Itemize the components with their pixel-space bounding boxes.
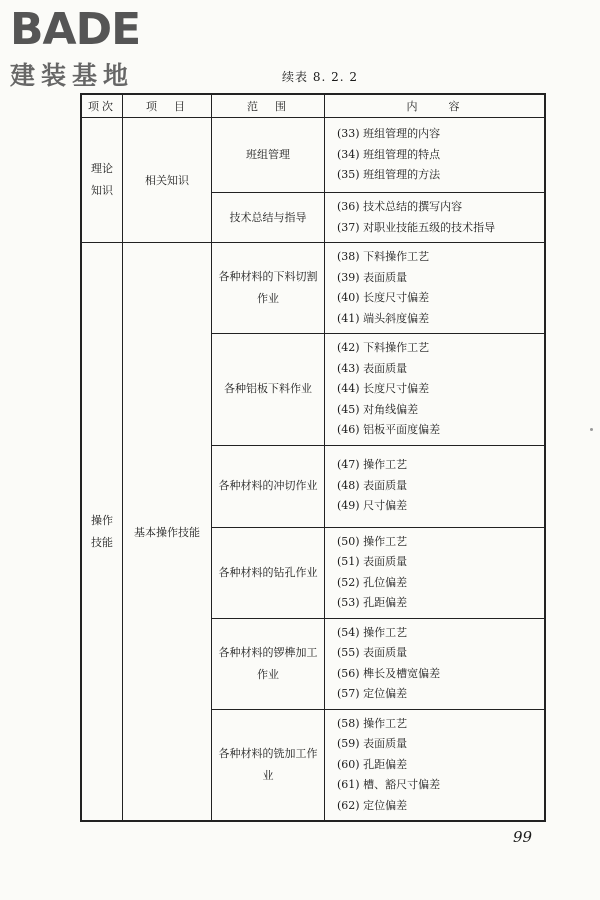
logo-brand: BADE	[10, 4, 141, 55]
table-row	[81, 243, 545, 334]
content-item: (33) 班组管理的内容	[337, 127, 441, 141]
table-body	[81, 118, 545, 822]
content-item: (54) 操作工艺	[337, 625, 408, 639]
page-number: 99	[513, 828, 533, 846]
content-item: (49) 尺寸偏差	[337, 499, 408, 513]
content-item: (43) 表面质量	[337, 361, 408, 375]
content-item: (41) 端头斜度偏差	[337, 311, 430, 325]
content-cell	[325, 243, 546, 334]
content-item: (50) 操作工艺	[337, 534, 408, 548]
content-cell	[325, 618, 546, 709]
content-item: (59) 表面质量	[337, 737, 408, 750]
content-cell	[325, 193, 546, 243]
scope-cell: 各种材料的冲切作业	[212, 445, 325, 527]
table-row	[81, 118, 545, 193]
content-cell	[325, 334, 546, 446]
header-content: 内 容	[325, 94, 546, 118]
content-item: (62) 定位偏差	[337, 798, 408, 812]
content-item: (44) 长度尺寸偏差	[337, 382, 430, 395]
content-cell	[325, 445, 546, 527]
content-item: (53) 孔距偏差	[337, 596, 408, 609]
content-item: (39) 表面质量	[337, 270, 408, 284]
content-item: (58) 操作工艺	[337, 716, 408, 730]
content-item: (37) 对职业技能五级的技术指导	[337, 220, 496, 234]
content-item: (60) 孔距偏差	[337, 757, 408, 771]
project-cell: 相关知识	[123, 118, 212, 243]
scope-cell: 各种材料的锣榫加工作业	[212, 618, 325, 709]
scope-cell: 班组管理	[212, 118, 325, 193]
content-item: (57) 定位偏差	[337, 687, 408, 700]
logo-subtitle: 建装基地	[10, 61, 135, 90]
category-cell	[81, 243, 123, 822]
header-category: 项次	[81, 94, 123, 118]
content-item: (56) 榫长及槽宽偏差	[337, 666, 441, 680]
table-header-row	[81, 94, 545, 118]
content-cell	[325, 118, 546, 193]
header-project: 项 目	[123, 94, 212, 118]
scope-cell: 各种材料的铣加工作业	[212, 709, 325, 821]
content-item: (36) 技术总结的撰写内容	[337, 200, 463, 213]
content-cell	[325, 527, 546, 618]
scope-cell: 技术总结与指导	[212, 193, 325, 243]
content-item: (35) 班组管理的方法	[337, 168, 441, 182]
scan-mark	[590, 428, 593, 431]
project-cell: 基本操作技能	[123, 243, 212, 822]
content-item: (55) 表面质量	[337, 646, 408, 659]
content-cell	[325, 709, 546, 821]
content-item: (40) 长度尺寸偏差	[337, 291, 430, 304]
content-item: (48) 表面质量	[337, 478, 408, 492]
content-item: (47) 操作工艺	[337, 458, 408, 472]
content-item: (42) 下料操作工艺	[337, 341, 430, 354]
scope-cell: 各种材料的钻孔作业	[212, 527, 325, 618]
skills-table	[80, 93, 546, 822]
content-item: (51) 表面质量	[337, 555, 408, 568]
table-caption: 续表 8. 2. 2	[282, 70, 358, 84]
content-item: (61) 槽、豁尺寸偏差	[337, 778, 441, 791]
content-item: (34) 班组管理的特点	[337, 147, 441, 161]
scope-cell: 各种材料的下料切割作业	[212, 243, 325, 334]
category-label: 操作技能	[91, 513, 113, 549]
content-item: (52) 孔位偏差	[337, 575, 408, 589]
content-item: (45) 对角线偏差	[337, 402, 419, 416]
category-label: 理论知识	[91, 162, 113, 197]
content-item: (38) 下料操作工艺	[337, 250, 430, 263]
header-scope: 范 围	[212, 94, 325, 118]
logo	[10, 6, 175, 92]
content-item: (46) 铝板平面度偏差	[337, 423, 441, 436]
category-cell	[81, 118, 123, 243]
scope-cell: 各种铝板下料作业	[212, 334, 325, 446]
